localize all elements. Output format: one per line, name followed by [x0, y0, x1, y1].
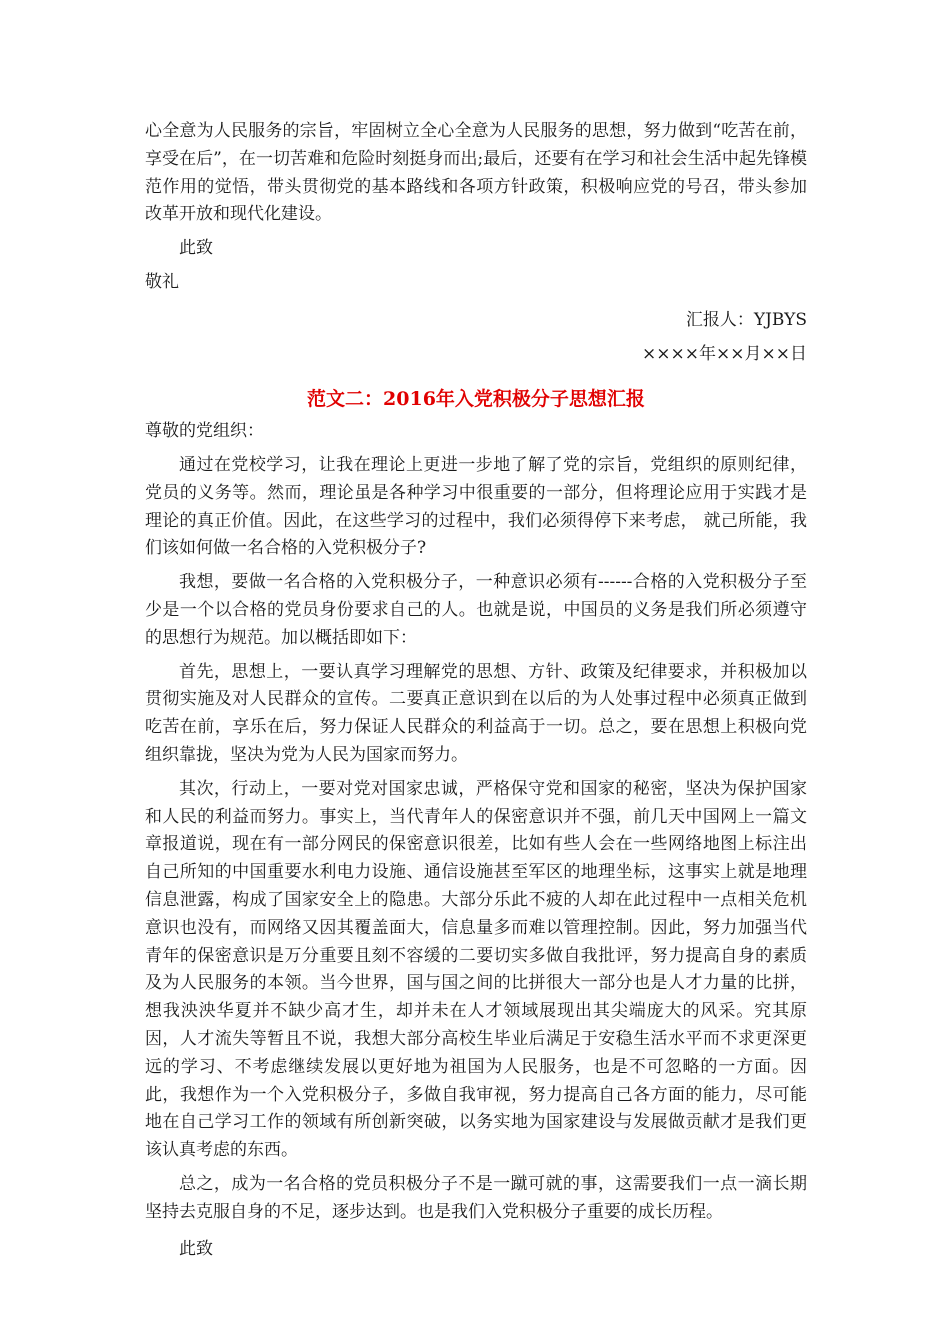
body-paragraph-1: 通过在党校学习，让我在理论上更进一步地了解了党的宗旨，党组织的原则纪律，党员的义务等。然而，理论虽是各种学习中很重要的一部分，但将理论应用于实践才是理论的真正价值。因此，在这些学习的过程中，我们必须得停下来考虑， 就己所能，我们该如何做一名合格的入党积极分子?: [145, 454, 807, 559]
closing-regards: 敬礼: [145, 271, 179, 292]
body-paragraph-3: 首先，思想上，一要认真学习理解党的思想、方针、政策及纪律要求，并积极加以贯彻实施及对人民群众的宣传。二要真正意识到在以后的为人处事过程中必须真正做到吃苦在前，享乐在后，努力保证人民群众的利益高于一切。总之，要在思想上积极向党组织靠拢，坚决为党为人民为国家而努力。: [145, 661, 807, 765]
report-date: ××××年××月××日: [642, 343, 807, 364]
body-paragraph-4: 其次，行动上，一要对党对国家忠诚，严格保守党和国家的秘密，坚决为保护国家和人民的利益而努力。事实上，当代青年人的保密意识并不强，前几天中国网上一篇文章报道说，现在有一部分网民的保密意识很差，比如有些人会在一些网络地图上标注出自己所知的中国重要水利电力设施、通信设施甚至军区的地理坐标，这事实上就是地理信息泄露，构成了国家安全上的隐患。大部分乐此不疲的人却在此过程中一点相关危机意识也没有，而网络又因其覆盖面大，信息量多而难以管理控制。因此，努力加强当代青年的保密意识是万分重要且刻不容缓的二要切实多做自我批评，努力提高自身的素质及为人民服务的本领。当今世界，国与国之间的比拼很大一部分也是人才力量的比拼，想我泱泱华夏并不缺少高才生，却并未在人才领域展现出其尖端庞大的风采。究其原因，人才流失等暂且不说，我想大部分高校生毕业后满足于安稳生活水平而不求更深更远的学习、不考虑继续发展以更好地为祖国为人民服务，也是不可忽略的一方面。因此，我想作为一个入党积极分子，多做自我审视，努力提高自己各方面的能力，尽可能地在自己学习工作的领域有所创新突破，以务实地为国家建设与发展做贡献才是我们更该认真考虑的东西。: [145, 778, 807, 1161]
section-title: 范文二：2016年入党积极分子思想汇报: [307, 388, 645, 411]
closing-salutation: 此致: [179, 238, 213, 259]
salutation: 尊敬的党组织：: [145, 421, 264, 442]
closing-salutation-2: 此致: [179, 1239, 213, 1260]
body-paragraph-2: 我想，要做一名合格的入党积极分子，一种意识必须有------合格的入党积极分子至少是一个以合格的党员身份要求自己的人。也就是说，中国员的义务是我们所必须遵守的思想行为规范。加以概括即如下：: [145, 572, 807, 648]
reporter-signature: 汇报人：YJBYS: [685, 309, 807, 330]
document-page: [145, 118, 807, 1264]
body-paragraph-5: 总之，成为一名合格的党员积极分子不是一蹴可就的事，这需要我们一点一滴长期坚持去克服自身的不足，逐步达到。也是我们入党积极分子重要的成长历程。: [145, 1173, 807, 1222]
continuation-paragraph: 心全意为人民服务的宗旨，牢固树立全心全意为人民服务的思想，努力做到“吃苦在前，享受在后”，在一切苦难和危险时刻挺身而出;最后，还要有在学习和社会生活中起先锋模范作用的觉悟，带头贯彻党的基本路线和各项方针政策，积极响应党的号召，带头参加改革开放和现代化建设。: [145, 121, 807, 225]
